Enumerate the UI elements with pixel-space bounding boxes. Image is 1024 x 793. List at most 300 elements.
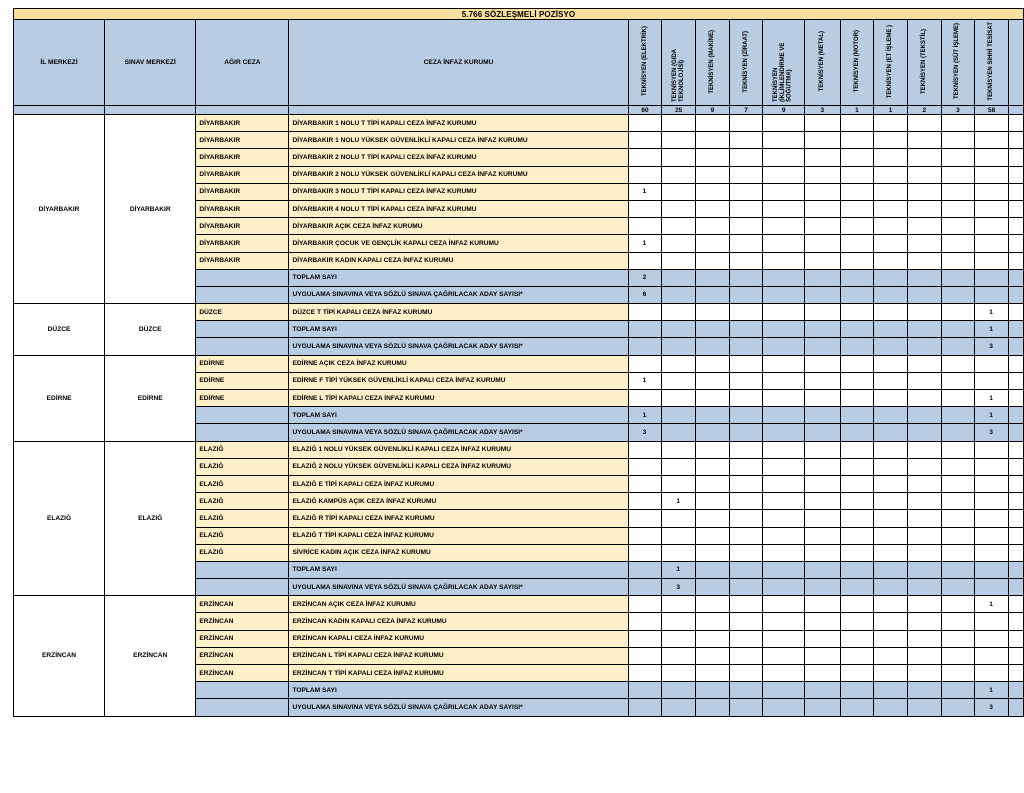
value-cell [840, 493, 874, 510]
agir-ceza-cell: ERZİNCAN [196, 613, 289, 630]
value-cell [804, 441, 840, 458]
sinav-merkezi-cell: DÜZCE [105, 304, 196, 356]
value-cell [763, 390, 805, 407]
value-cell [628, 561, 662, 578]
value-cell [907, 269, 941, 286]
value-cell [628, 665, 662, 682]
kurum-name-cell: ERZİNCAN KAPALI CEZA İNFAZ KURUMU [289, 630, 628, 647]
value-cell [763, 200, 805, 217]
position-header-label: TEKNİSYEN (METAL) [818, 31, 825, 92]
value-cell [763, 647, 805, 664]
sinav-merkezi-cell: ELAZIĞ [105, 441, 196, 596]
value-cell [729, 235, 763, 252]
clipped-column [1008, 390, 1023, 407]
value-cell [874, 647, 908, 664]
value-cell [763, 355, 805, 372]
value-cell [628, 200, 662, 217]
value-cell [941, 132, 975, 149]
total-label-cell: TOPLAM SAYI [289, 682, 628, 699]
value-cell [975, 372, 1009, 389]
value-cell [907, 390, 941, 407]
value-cell: 2 [628, 269, 662, 286]
value-cell [975, 544, 1009, 561]
value-cell [804, 390, 840, 407]
kurum-name-cell: DİYARBAKIR KADIN KAPALI CEZA İNFAZ KURUMU [289, 252, 628, 269]
agir-ceza-cell: ELAZIĞ [196, 458, 289, 475]
value-cell: 3 [975, 424, 1009, 441]
clipped-column [1008, 682, 1023, 699]
total-label-cell: TOPLAM SAYI [289, 269, 628, 286]
agir-ceza-cell [196, 561, 289, 578]
header-agir-ceza: AĞIR CEZA [196, 20, 289, 106]
value-cell [696, 527, 730, 544]
value-cell [804, 510, 840, 527]
value-cell [874, 493, 908, 510]
clipped-column [1008, 544, 1023, 561]
value-cell [874, 579, 908, 596]
value-cell [874, 544, 908, 561]
value-cell [763, 561, 805, 578]
value-cell [975, 132, 1009, 149]
value-cell [941, 630, 975, 647]
position-quota: 25 [662, 106, 696, 115]
value-cell [941, 561, 975, 578]
kurum-name-cell: ELAZIĞ T TİPİ KAPALI CEZA İNFAZ KURUMU [289, 527, 628, 544]
header-kurum: CEZA İNFAZ KURUMU [289, 20, 628, 106]
value-cell [874, 269, 908, 286]
value-cell: 3 [975, 338, 1009, 355]
value-cell [662, 252, 696, 269]
value-cell [907, 407, 941, 424]
value-cell [662, 613, 696, 630]
value-cell [804, 424, 840, 441]
value-cell [662, 338, 696, 355]
value-cell [840, 561, 874, 578]
value-cell [804, 372, 840, 389]
value-cell [975, 166, 1009, 183]
value-cell [729, 338, 763, 355]
agir-ceza-cell: ELAZIĞ [196, 510, 289, 527]
value-cell [628, 544, 662, 561]
value-cell [662, 544, 696, 561]
value-cell [804, 596, 840, 613]
value-cell [907, 115, 941, 132]
value-cell [975, 269, 1009, 286]
value-cell [907, 286, 941, 303]
value-cell [763, 441, 805, 458]
value-cell: 1 [975, 390, 1009, 407]
agir-ceza-cell: ELAZIĞ [196, 527, 289, 544]
value-cell [763, 596, 805, 613]
value-cell [729, 561, 763, 578]
value-cell [840, 235, 874, 252]
value-cell [840, 613, 874, 630]
value-cell [763, 699, 805, 716]
value-cell [874, 561, 908, 578]
value-cell [628, 596, 662, 613]
value-cell: 1 [662, 561, 696, 578]
value-cell [941, 544, 975, 561]
value-cell [804, 630, 840, 647]
value-cell [907, 613, 941, 630]
value-cell [975, 647, 1009, 664]
agir-ceza-cell: EDİRNE [196, 355, 289, 372]
value-cell [729, 269, 763, 286]
value-cell [729, 355, 763, 372]
position-table [13, 8, 1024, 717]
value-cell [729, 407, 763, 424]
value-cell [662, 458, 696, 475]
value-cell [729, 458, 763, 475]
value-cell [975, 115, 1009, 132]
kurum-name-cell: DİYARBAKIR AÇIK CEZA İNFAZ KURUMU [289, 218, 628, 235]
value-cell [840, 407, 874, 424]
clipped-column [1008, 441, 1023, 458]
value-cell [874, 338, 908, 355]
value-cell [941, 200, 975, 217]
position-header-label: TEKNİSYEN (MAKİNE) [708, 29, 715, 94]
value-cell [662, 407, 696, 424]
value-cell [729, 630, 763, 647]
value-cell [729, 527, 763, 544]
value-cell [874, 355, 908, 372]
value-cell [975, 355, 1009, 372]
value-cell [941, 149, 975, 166]
value-cell [628, 699, 662, 716]
position-header [804, 20, 840, 106]
position-header [662, 20, 696, 106]
value-cell [804, 458, 840, 475]
kurum-name-cell: DİYARBAKIR 1 NOLU T TİPİ KAPALI CEZA İNFAZ KURUMU [289, 115, 628, 132]
value-cell [662, 647, 696, 664]
clipped-column [1008, 304, 1023, 321]
value-cell [804, 355, 840, 372]
value-cell: 1 [975, 321, 1009, 338]
clipped-column [1008, 647, 1023, 664]
value-cell [804, 682, 840, 699]
value-cell [874, 218, 908, 235]
position-header-label: TEKNİSYEN (GIDA TEKNOLOJİSİ) [671, 48, 685, 102]
candidate-count-label-cell: UYGULAMA SINAVINA VEYA SÖZLÜ SINAVA ÇAĞRILACAK ADAY SAYISI* [289, 286, 628, 303]
value-cell [729, 200, 763, 217]
value-cell [628, 132, 662, 149]
clipped-column [1008, 106, 1023, 115]
value-cell [763, 458, 805, 475]
value-cell [941, 235, 975, 252]
value-cell [696, 218, 730, 235]
position-header-label: TEKNİSYEN (MOTOR) [853, 30, 860, 93]
value-cell [628, 115, 662, 132]
agir-ceza-cell: DİYARBAKIR [196, 149, 289, 166]
kurum-name-cell: DİYARBAKIR 4 NOLU T TİPİ KAPALI CEZA İNFAZ KURUMU [289, 200, 628, 217]
value-cell [662, 200, 696, 217]
agir-ceza-cell [196, 407, 289, 424]
value-cell [662, 527, 696, 544]
value-cell [907, 579, 941, 596]
value-cell [662, 510, 696, 527]
quota-blank [196, 106, 289, 115]
value-cell [763, 475, 805, 492]
value-cell [628, 630, 662, 647]
value-cell [804, 475, 840, 492]
value-cell [628, 304, 662, 321]
value-cell [696, 321, 730, 338]
value-cell [874, 407, 908, 424]
clipped-column [1008, 630, 1023, 647]
value-cell [874, 475, 908, 492]
value-cell [662, 115, 696, 132]
value-cell [840, 510, 874, 527]
value-cell [907, 630, 941, 647]
value-cell [907, 441, 941, 458]
value-cell [729, 183, 763, 200]
position-header [941, 20, 975, 106]
table-row [14, 441, 1024, 458]
value-cell [975, 665, 1009, 682]
value-cell [662, 699, 696, 716]
clipped-column [1008, 235, 1023, 252]
value-cell [804, 561, 840, 578]
value-cell: 1 [628, 372, 662, 389]
value-cell [804, 527, 840, 544]
clipped-column [1008, 132, 1023, 149]
value-cell [840, 252, 874, 269]
kurum-name-cell: ERZİNCAN L TİPİ KAPALI CEZA İNFAZ KURUMU [289, 647, 628, 664]
value-cell [840, 699, 874, 716]
value-cell [840, 390, 874, 407]
clipped-column [1008, 579, 1023, 596]
value-cell [907, 149, 941, 166]
value-cell [840, 218, 874, 235]
value-cell [907, 493, 941, 510]
value-cell [763, 252, 805, 269]
value-cell [763, 544, 805, 561]
value-cell [729, 424, 763, 441]
kurum-name-cell: ELAZIĞ E TİPİ KAPALI CEZA İNFAZ KURUMU [289, 475, 628, 492]
value-cell [804, 665, 840, 682]
value-cell [874, 115, 908, 132]
value-cell [907, 132, 941, 149]
value-cell [804, 149, 840, 166]
agir-ceza-cell: DİYARBAKIR [196, 132, 289, 149]
value-cell [763, 166, 805, 183]
value-cell: 1 [662, 493, 696, 510]
total-label-cell: TOPLAM SAYI [289, 321, 628, 338]
header-sinav-merkezi: SINAV MERKEZİ [105, 20, 196, 106]
value-cell [907, 355, 941, 372]
value-cell [763, 338, 805, 355]
clipped-column [1008, 20, 1023, 106]
value-cell [907, 527, 941, 544]
value-cell [941, 372, 975, 389]
value-cell [907, 218, 941, 235]
value-cell [696, 544, 730, 561]
il-merkezi-cell: EDİRNE [14, 355, 105, 441]
value-cell [763, 407, 805, 424]
clipped-column [1008, 200, 1023, 217]
value-cell [696, 441, 730, 458]
agir-ceza-cell: DİYARBAKIR [196, 252, 289, 269]
value-cell [763, 235, 805, 252]
value-cell [941, 304, 975, 321]
clipped-column [1008, 252, 1023, 269]
value-cell [696, 579, 730, 596]
value-cell [662, 183, 696, 200]
value-cell [696, 475, 730, 492]
value-cell [941, 269, 975, 286]
value-cell [975, 235, 1009, 252]
position-header [840, 20, 874, 106]
position-header [729, 20, 763, 106]
value-cell [840, 458, 874, 475]
value-cell [804, 544, 840, 561]
value-cell [763, 115, 805, 132]
clipped-column [1008, 665, 1023, 682]
value-cell [874, 441, 908, 458]
value-cell [804, 183, 840, 200]
value-cell [662, 149, 696, 166]
agir-ceza-cell [196, 321, 289, 338]
kurum-name-cell: SİVRİCE KADIN AÇIK CEZA İNFAZ KURUMU [289, 544, 628, 561]
value-cell [696, 630, 730, 647]
value-cell: 1 [628, 235, 662, 252]
value-cell [763, 304, 805, 321]
value-cell [874, 252, 908, 269]
value-cell [662, 630, 696, 647]
agir-ceza-cell [196, 699, 289, 716]
value-cell [941, 647, 975, 664]
value-cell [804, 286, 840, 303]
agir-ceza-cell: EDİRNE [196, 390, 289, 407]
value-cell [840, 149, 874, 166]
position-quota: 60 [628, 106, 662, 115]
table-row [14, 115, 1024, 132]
value-cell [804, 407, 840, 424]
value-cell [840, 372, 874, 389]
agir-ceza-cell [196, 579, 289, 596]
agir-ceza-cell: ERZİNCAN [196, 647, 289, 664]
position-header [696, 20, 730, 106]
position-header [874, 20, 908, 106]
value-cell [763, 579, 805, 596]
value-cell [662, 218, 696, 235]
position-quota: 7 [729, 106, 763, 115]
value-cell [840, 183, 874, 200]
value-cell [874, 510, 908, 527]
value-cell [840, 665, 874, 682]
value-cell [874, 132, 908, 149]
kurum-name-cell: EDİRNE L TİPİ KAPALI CEZA İNFAZ KURUMU [289, 390, 628, 407]
value-cell [941, 458, 975, 475]
value-cell [729, 372, 763, 389]
position-header-label: TEKNİSYEN SIHHİ TESİSAT [988, 22, 995, 101]
value-cell [763, 527, 805, 544]
value-cell [907, 304, 941, 321]
kurum-name-cell: EDİRNE AÇIK CEZA İNFAZ KURUMU [289, 355, 628, 372]
value-cell [729, 647, 763, 664]
value-cell [941, 475, 975, 492]
value-cell [804, 218, 840, 235]
value-cell [804, 235, 840, 252]
kurum-name-cell: ELAZIĞ 1 NOLU YÜKSEK GÜVENLİKLİ KAPALI CEZA İNFAZ KURUMU [289, 441, 628, 458]
value-cell [975, 493, 1009, 510]
value-cell [729, 613, 763, 630]
value-cell [804, 269, 840, 286]
value-cell [628, 510, 662, 527]
value-cell [840, 527, 874, 544]
sinav-merkezi-cell: ERZİNCAN [105, 596, 196, 716]
value-cell [941, 441, 975, 458]
candidate-count-label-cell: UYGULAMA SINAVINA VEYA SÖZLÜ SINAVA ÇAĞRILACAK ADAY SAYISI* [289, 699, 628, 716]
position-quota: 9 [763, 106, 805, 115]
value-cell [941, 355, 975, 372]
position-header [763, 20, 805, 106]
value-cell [662, 286, 696, 303]
value-cell [696, 166, 730, 183]
value-cell [696, 665, 730, 682]
agir-ceza-cell: ELAZIĞ [196, 493, 289, 510]
value-cell [696, 424, 730, 441]
value-cell [804, 115, 840, 132]
value-cell [804, 493, 840, 510]
value-cell [628, 149, 662, 166]
value-cell [763, 286, 805, 303]
value-cell [874, 458, 908, 475]
value-cell [729, 286, 763, 303]
value-cell [840, 132, 874, 149]
value-cell [763, 149, 805, 166]
kurum-name-cell: ELAZIĞ 2 NOLU YÜKSEK GÜVENLİKLİ KAPALI CEZA İNFAZ KURUMU [289, 458, 628, 475]
value-cell [763, 682, 805, 699]
agir-ceza-cell [196, 682, 289, 699]
value-cell: 6 [628, 286, 662, 303]
value-cell [874, 424, 908, 441]
value-cell [840, 596, 874, 613]
value-cell [907, 561, 941, 578]
clipped-column [1008, 596, 1023, 613]
value-cell [662, 355, 696, 372]
position-quota: 58 [975, 106, 1009, 115]
value-cell: 1 [975, 596, 1009, 613]
agir-ceza-cell: DÜZCE [196, 304, 289, 321]
value-cell [840, 682, 874, 699]
value-cell [696, 149, 730, 166]
value-cell [907, 338, 941, 355]
value-cell [696, 183, 730, 200]
value-cell [662, 682, 696, 699]
header-il-merkezi: İL MERKEZİ [14, 20, 105, 106]
value-cell [840, 269, 874, 286]
value-cell [628, 682, 662, 699]
agir-ceza-cell [196, 338, 289, 355]
value-cell [628, 527, 662, 544]
clipped-column [1008, 218, 1023, 235]
value-cell [662, 390, 696, 407]
value-cell [729, 132, 763, 149]
value-cell [874, 613, 908, 630]
clipped-column [1008, 115, 1023, 132]
clipped-column [1008, 338, 1023, 355]
value-cell [696, 286, 730, 303]
value-cell [840, 441, 874, 458]
value-cell [662, 372, 696, 389]
agir-ceza-cell: DİYARBAKIR [196, 166, 289, 183]
value-cell [975, 613, 1009, 630]
value-cell [941, 424, 975, 441]
value-cell [628, 321, 662, 338]
value-cell [729, 682, 763, 699]
value-cell [874, 149, 908, 166]
